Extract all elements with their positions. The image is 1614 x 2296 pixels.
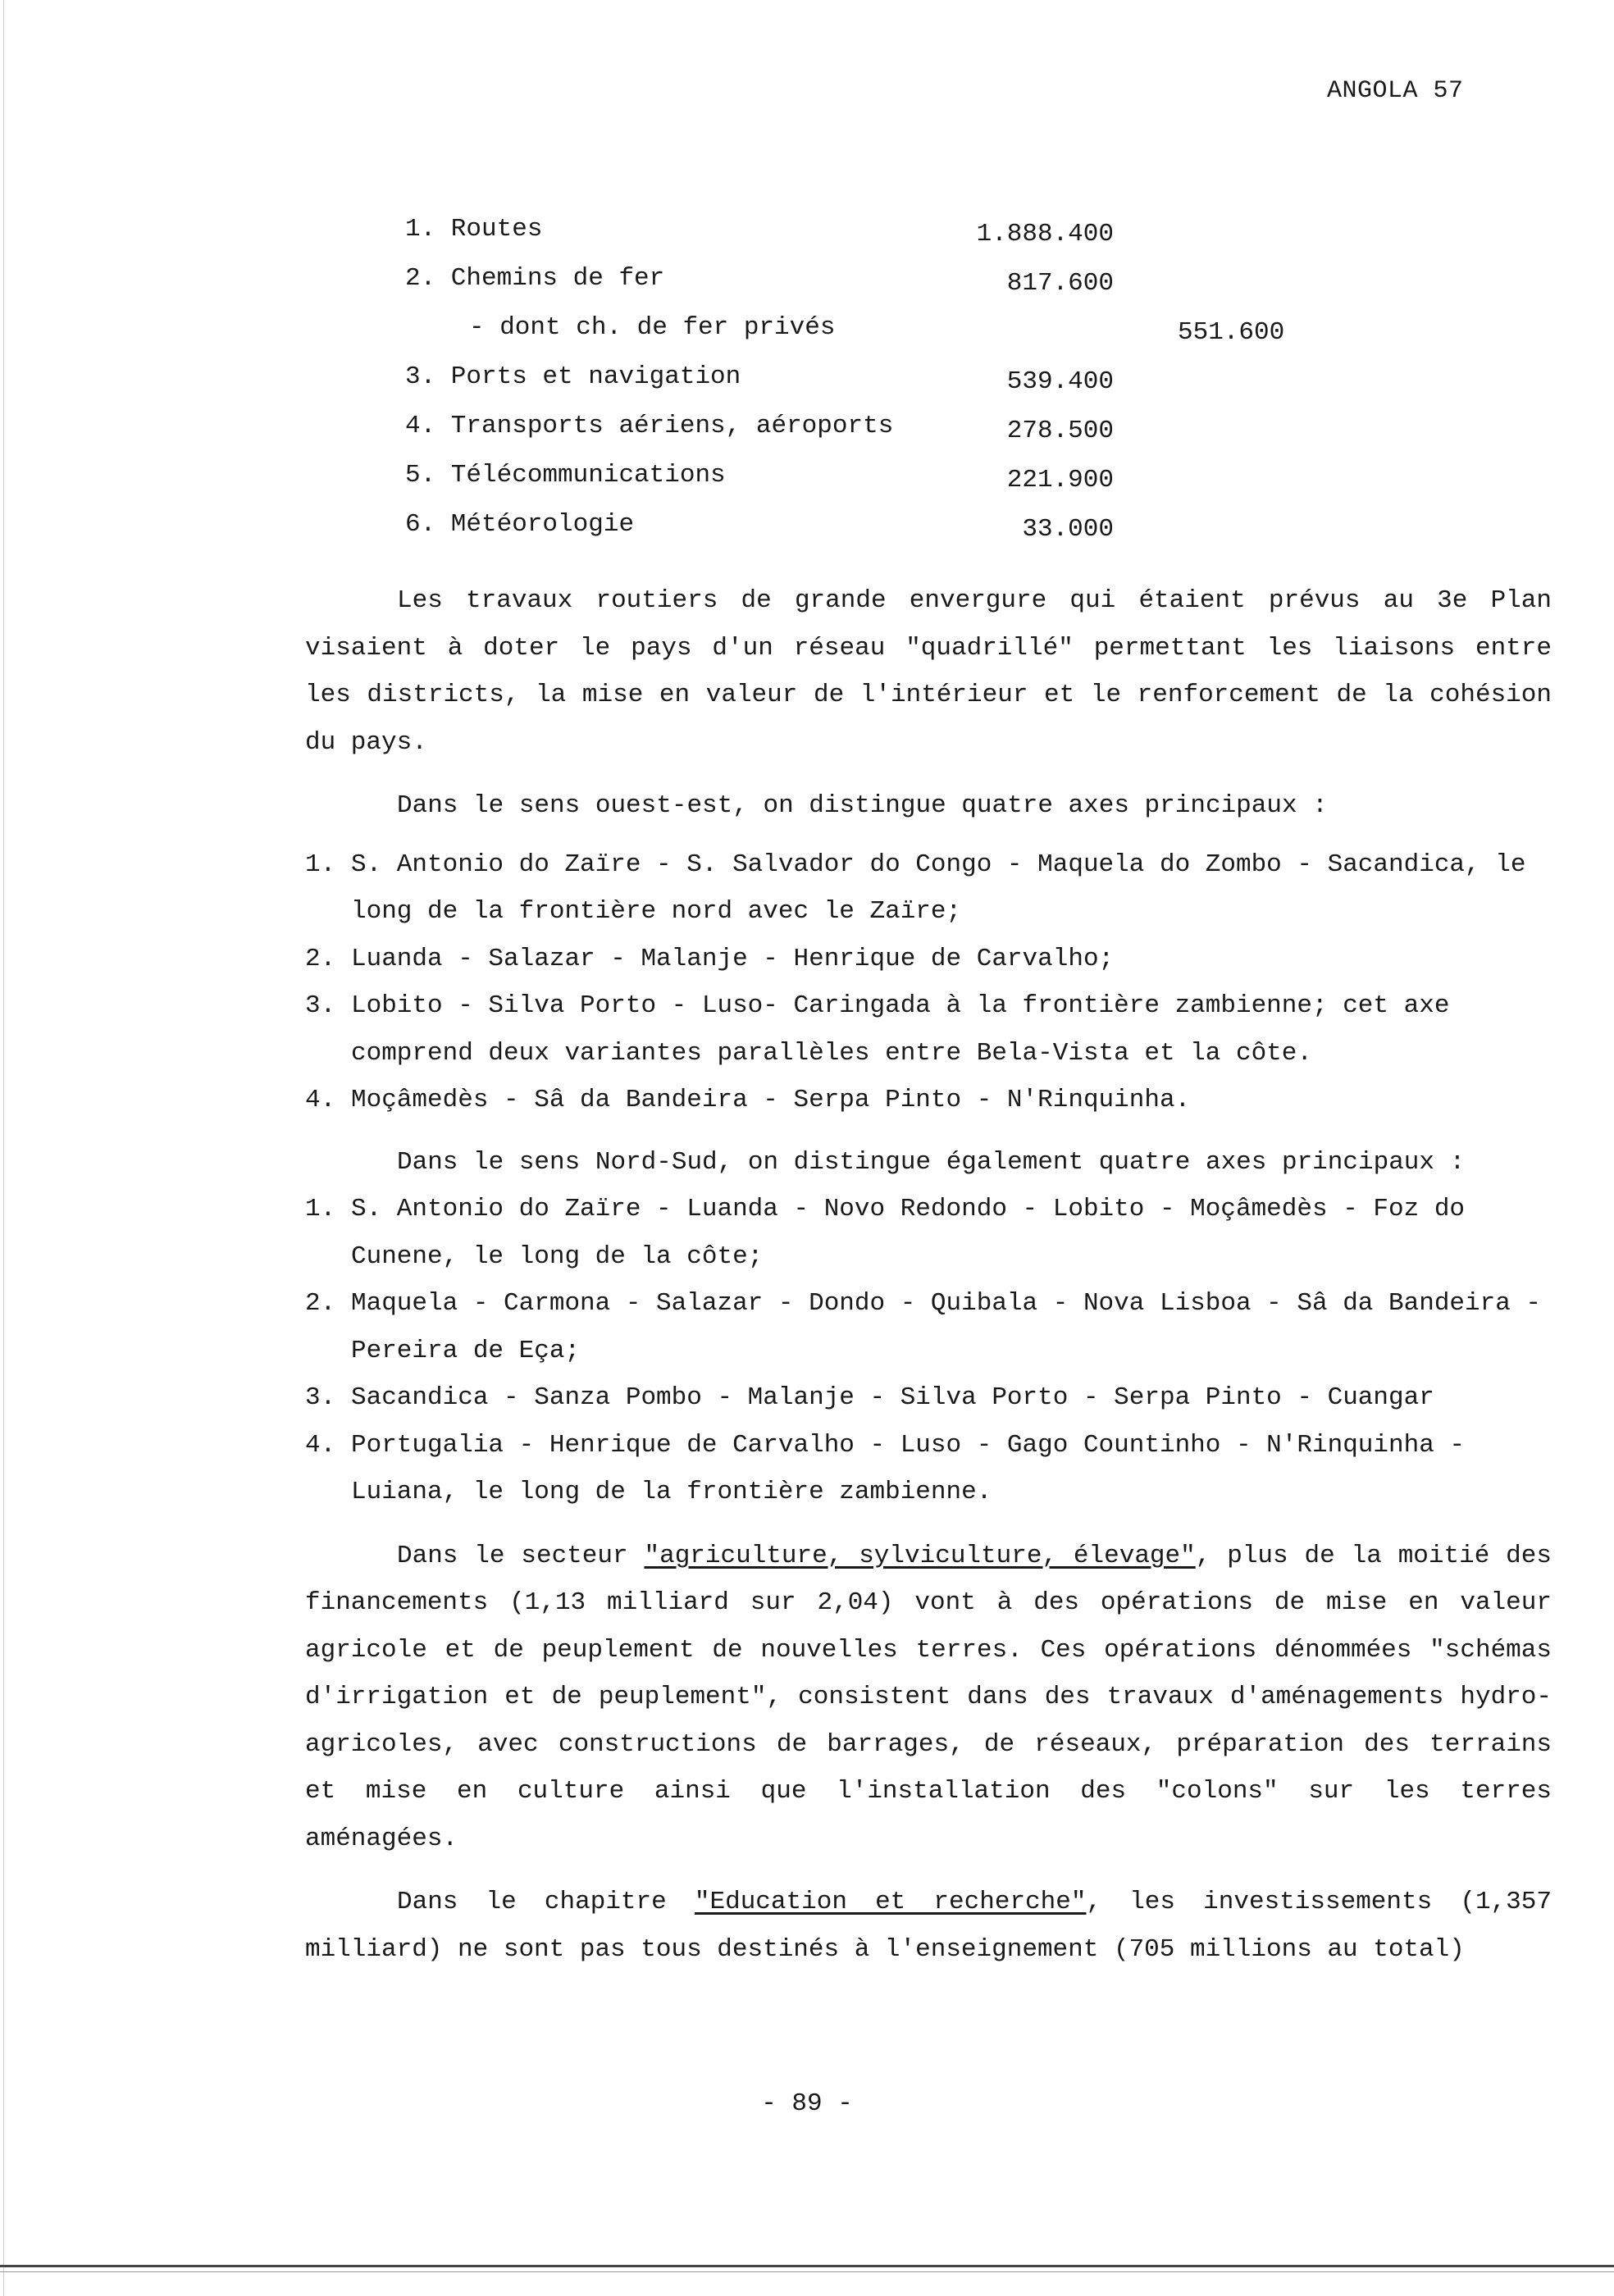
- paragraph-north-south-intro: [305, 1139, 1552, 1187]
- budget-value: 33.000: [1022, 515, 1114, 544]
- list-number: 2.: [305, 1289, 336, 1318]
- running-header: ANGOLA 57: [1327, 77, 1464, 105]
- budget-row: [405, 215, 1389, 264]
- budget-row: [405, 264, 1389, 313]
- underlined-sector-name: "agriculture, sylviculture, élevage": [644, 1541, 1196, 1570]
- list-text: Sacandica - Sanza Pombo - Malanje - Silva Porto - Serpa Pinto - Cuangar: [351, 1383, 1434, 1412]
- budget-value: 221.900: [1006, 466, 1114, 494]
- list-item: [305, 936, 1552, 983]
- list-text: Lobito - Silva Porto - Luso- Caringada à la frontière zambienne; cet axe comprend deux variantes parallèles entre Bela-Vista et la côte.: [351, 991, 1450, 1068]
- list-text: Maquela - Carmona - Salazar - Dondo - Quibala - Nova Lisboa - Sâ da Bandeira - Pereira de Eça;: [351, 1289, 1542, 1365]
- paragraph-text: Les travaux routiers de grande envergure qui étaient prévus au 3e Plan visaient à doter le pays d'un réseau "quadrillé" permettant les liaisons entre les districts, la mise en valeur de l'intérieur et le renforcement de la cohésion du pays.: [305, 586, 1552, 757]
- paragraph-text: Dans le sens Nord-Sud, on distingue également quatre axes principaux :: [397, 1147, 1466, 1177]
- list-text: S. Antonio do Zaïre - S. Salvador do Congo - Maquela do Zombo - Sacandica, le long de la frontière nord avec le Zaïre;: [351, 850, 1526, 926]
- list-item: [305, 982, 1552, 1077]
- page-number: - 89 -: [761, 2089, 853, 2118]
- list-number: 2.: [305, 944, 336, 973]
- budget-label: 4. Transports aériens, aéroports: [405, 412, 894, 440]
- paragraph-text: , plus de la moitié des financements (1,13 milliard sur 2,04) vont à des opérations de mise en valeur agricole et de peuplement de nouvelles terres. Ces opérations dénommées "schémas d'irrigation et de peuplement", consistent dans des travaux d'aménagements hydro-agricoles, avec constructions de barrages, de réseaux, préparation des terrains et mise en culture ainsi que l'installation des "colons" sur les terres aménagées.: [305, 1541, 1552, 1853]
- paragraph-text: , les investissements (1,357 milliard) ne sont pas tous destinés à l'enseignement (705 millions au total): [305, 1888, 1552, 1964]
- list-number: 1.: [305, 1195, 336, 1223]
- list-text: Moçâmedès - Sâ da Bandeira - Serpa Pinto - N'Rinquinha.: [351, 1086, 1191, 1114]
- budget-label: 1. Routes: [405, 215, 543, 244]
- budget-label: 5. Télécommunications: [405, 461, 726, 490]
- budget-value: 539.400: [1006, 367, 1114, 396]
- paragraph-text: Dans le chapitre: [397, 1888, 695, 1916]
- paragraph-text: Dans le sens ouest-est, on distingue quatre axes principaux :: [397, 791, 1328, 820]
- list-text: Luanda - Salazar - Malanje - Henrique de Carvalho;: [351, 944, 1115, 973]
- paragraph-agriculture: [305, 1533, 1552, 1863]
- budget-row: [405, 362, 1389, 412]
- paragraph-text: Dans le secteur: [397, 1541, 645, 1570]
- budget-value: 1.888.400: [976, 220, 1114, 248]
- list-number: 4.: [305, 1086, 336, 1114]
- body-text: [305, 577, 1552, 1973]
- list-number: 4.: [305, 1430, 336, 1460]
- budget-row: [405, 412, 1389, 461]
- paragraph-education: [305, 1879, 1552, 1973]
- budget-label: 2. Chemins de fer: [405, 264, 665, 293]
- budget-label: 6. Météorologie: [405, 510, 635, 539]
- list-item: [305, 841, 1552, 936]
- list-text: Portugalia - Henrique de Carvalho - Luso - Gago Countinho - N'Rinquinha - Luiana, le long de la frontière zambienne.: [351, 1430, 1466, 1506]
- list-number: 3.: [305, 991, 336, 1020]
- list-item: [305, 1077, 1552, 1124]
- scan-edge-line: [3, 0, 4, 2296]
- west-east-axes-list: [305, 841, 1552, 1124]
- budget-value: 817.600: [1006, 269, 1114, 298]
- budget-value: 278.500: [1006, 417, 1114, 445]
- list-number: 1.: [305, 850, 336, 879]
- budget-row: [405, 461, 1389, 510]
- paragraph-west-east-intro: [305, 782, 1552, 830]
- list-number: 3.: [305, 1383, 336, 1412]
- list-item: [305, 1186, 1552, 1280]
- north-south-axes-list: [305, 1186, 1552, 1516]
- budget-subvalue: 551.600: [1178, 318, 1285, 347]
- budget-table: [405, 215, 1389, 559]
- list-item: [305, 1280, 1552, 1374]
- list-text: S. Antonio do Zaïre - Luanda - Novo Redondo - Lobito - Moçâmedès - Foz do Cunene, le long de la côte;: [351, 1195, 1466, 1271]
- budget-sublabel: - dont ch. de fer privés: [469, 313, 836, 342]
- bottom-rule-thin: [0, 2271, 1614, 2272]
- list-item: [305, 1374, 1552, 1422]
- paragraph-road-network: [305, 577, 1552, 766]
- underlined-chapter-name: "Education et recherche": [694, 1888, 1087, 1916]
- budget-label: 3. Ports et navigation: [405, 362, 741, 391]
- budget-row: [405, 510, 1389, 559]
- list-item: [305, 1422, 1552, 1516]
- bottom-rule: [0, 2265, 1614, 2267]
- budget-subrow: [405, 313, 1389, 362]
